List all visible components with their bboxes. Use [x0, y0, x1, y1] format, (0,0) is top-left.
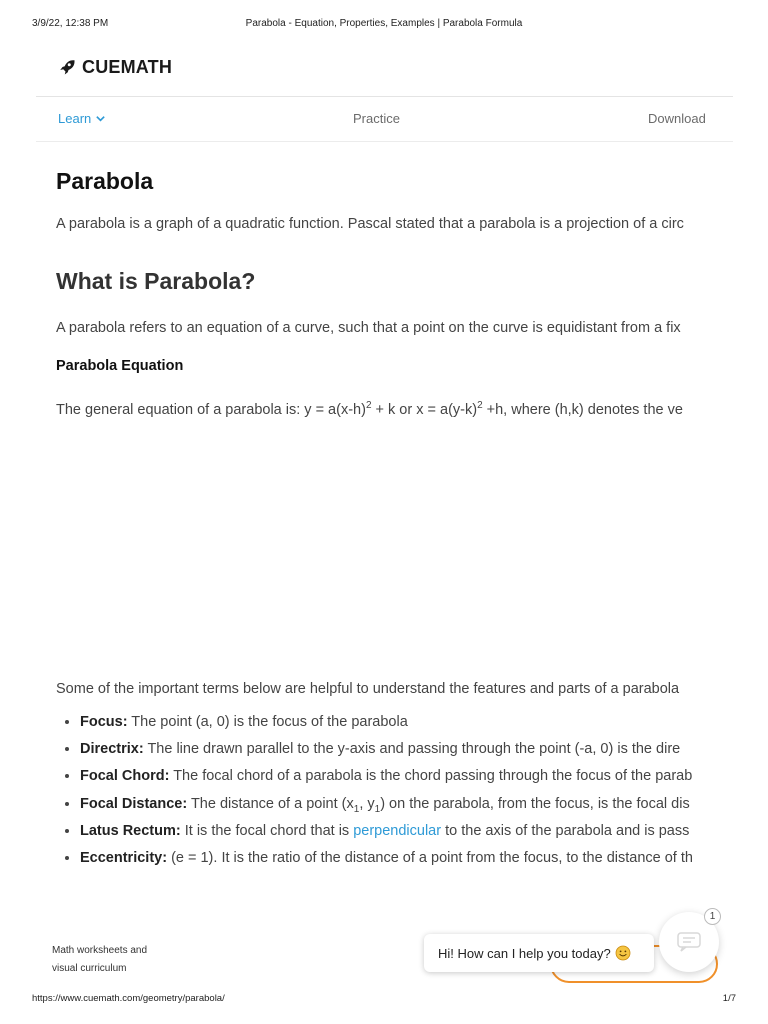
equation-exponent-1: 2	[365, 400, 372, 411]
term-text: The focal chord of a parabola is the chord passing through the focus of the parab	[169, 768, 693, 785]
term-label: Directrix:	[80, 741, 144, 758]
promo-line-1: Math worksheets and	[52, 945, 148, 956]
equation-text-3: +h, where (h,k) denotes the ve	[482, 401, 683, 418]
list-item	[80, 821, 693, 848]
terms-list	[56, 712, 693, 875]
logo-text: CUEMATH	[82, 56, 173, 77]
print-header	[32, 18, 736, 32]
terms-intro: Some of the important terms below are helpful to understand the features and parts of a parabola	[56, 681, 680, 697]
notification-badge: 1	[704, 908, 721, 925]
nav-learn-label: Learn	[58, 110, 92, 126]
term-text: to the axis of the parabola and is pass	[441, 822, 690, 839]
subscript: 1	[374, 803, 381, 815]
promo-text	[52, 942, 147, 978]
page-title: Parabola	[56, 168, 154, 194]
subscript: 1	[353, 803, 360, 815]
list-item	[80, 766, 693, 793]
equation-exponent-2: 2	[477, 400, 483, 411]
term-label: Focus:	[80, 714, 128, 730]
print-page-number: 1/7	[722, 993, 736, 1004]
term-label: Focal Distance:	[80, 795, 188, 812]
term-label: Eccentricity:	[80, 849, 168, 866]
equation-heading: Parabola Equation	[56, 358, 184, 374]
term-text: The line drawn parallel to the y-axis and passing through the point (-a, 0) is the dire	[143, 741, 681, 758]
promo-line-2: visual curriculum	[52, 963, 127, 974]
list-item	[80, 848, 693, 875]
chevron-down-icon	[95, 113, 106, 124]
section-paragraph: A parabola refers to an equation of a curve, such that a point on the curve is equidistant from a fix	[56, 320, 681, 336]
nav-practice[interactable]: Practice	[353, 111, 400, 126]
term-text: , y	[359, 795, 375, 812]
intro-paragraph: A parabola is a graph of a quadratic function. Pascal stated that a parabola is a projection of a circ	[56, 216, 684, 232]
term-label: Latus Rectum:	[80, 822, 181, 839]
chat-message: Hi! How can I help you today?	[438, 945, 611, 961]
nav-download[interactable]: Download	[648, 111, 706, 126]
term-text: (e = 1). It is the ratio of the distance of a point from the focus, to the distance of th	[167, 849, 693, 866]
term-text: ) on the parabola, from the focus, is the focal dis	[380, 795, 690, 812]
nav-learn[interactable]	[36, 97, 132, 141]
print-timestamp: 3/9/22, 12:38 PM	[32, 18, 109, 29]
equation-paragraph	[56, 400, 683, 418]
rocket-icon	[58, 58, 76, 76]
list-item	[80, 739, 693, 766]
term-text: The distance of a point (x	[187, 795, 354, 812]
main-nav	[36, 96, 733, 142]
print-url: https://www.cuemath.com/geometry/parabola/	[32, 993, 225, 1004]
section-heading: What is Parabola?	[56, 268, 256, 294]
perpendicular-link[interactable]: perpendicular	[353, 822, 442, 839]
list-item	[80, 794, 693, 821]
print-footer	[32, 993, 736, 1005]
term-text: It is the focal chord that is	[180, 822, 354, 839]
chat-greeting-bubble[interactable]	[424, 934, 654, 972]
chat-icon	[677, 932, 701, 952]
article-content	[56, 150, 733, 890]
equation-text-2: + k or x = a(y-k)	[371, 401, 478, 418]
list-item	[80, 712, 693, 739]
cuemath-logo[interactable]	[58, 56, 172, 78]
smile-emoji-icon	[615, 945, 631, 961]
term-text: The point (a, 0) is the focus of the parabola	[127, 714, 408, 730]
equation-text-1: The general equation of a parabola is: y = a(x-h)	[56, 401, 366, 418]
term-label: Focal Chord:	[80, 768, 170, 785]
print-page-title: Parabola - Equation, Properties, Examples | Parabola Formula	[245, 18, 523, 29]
